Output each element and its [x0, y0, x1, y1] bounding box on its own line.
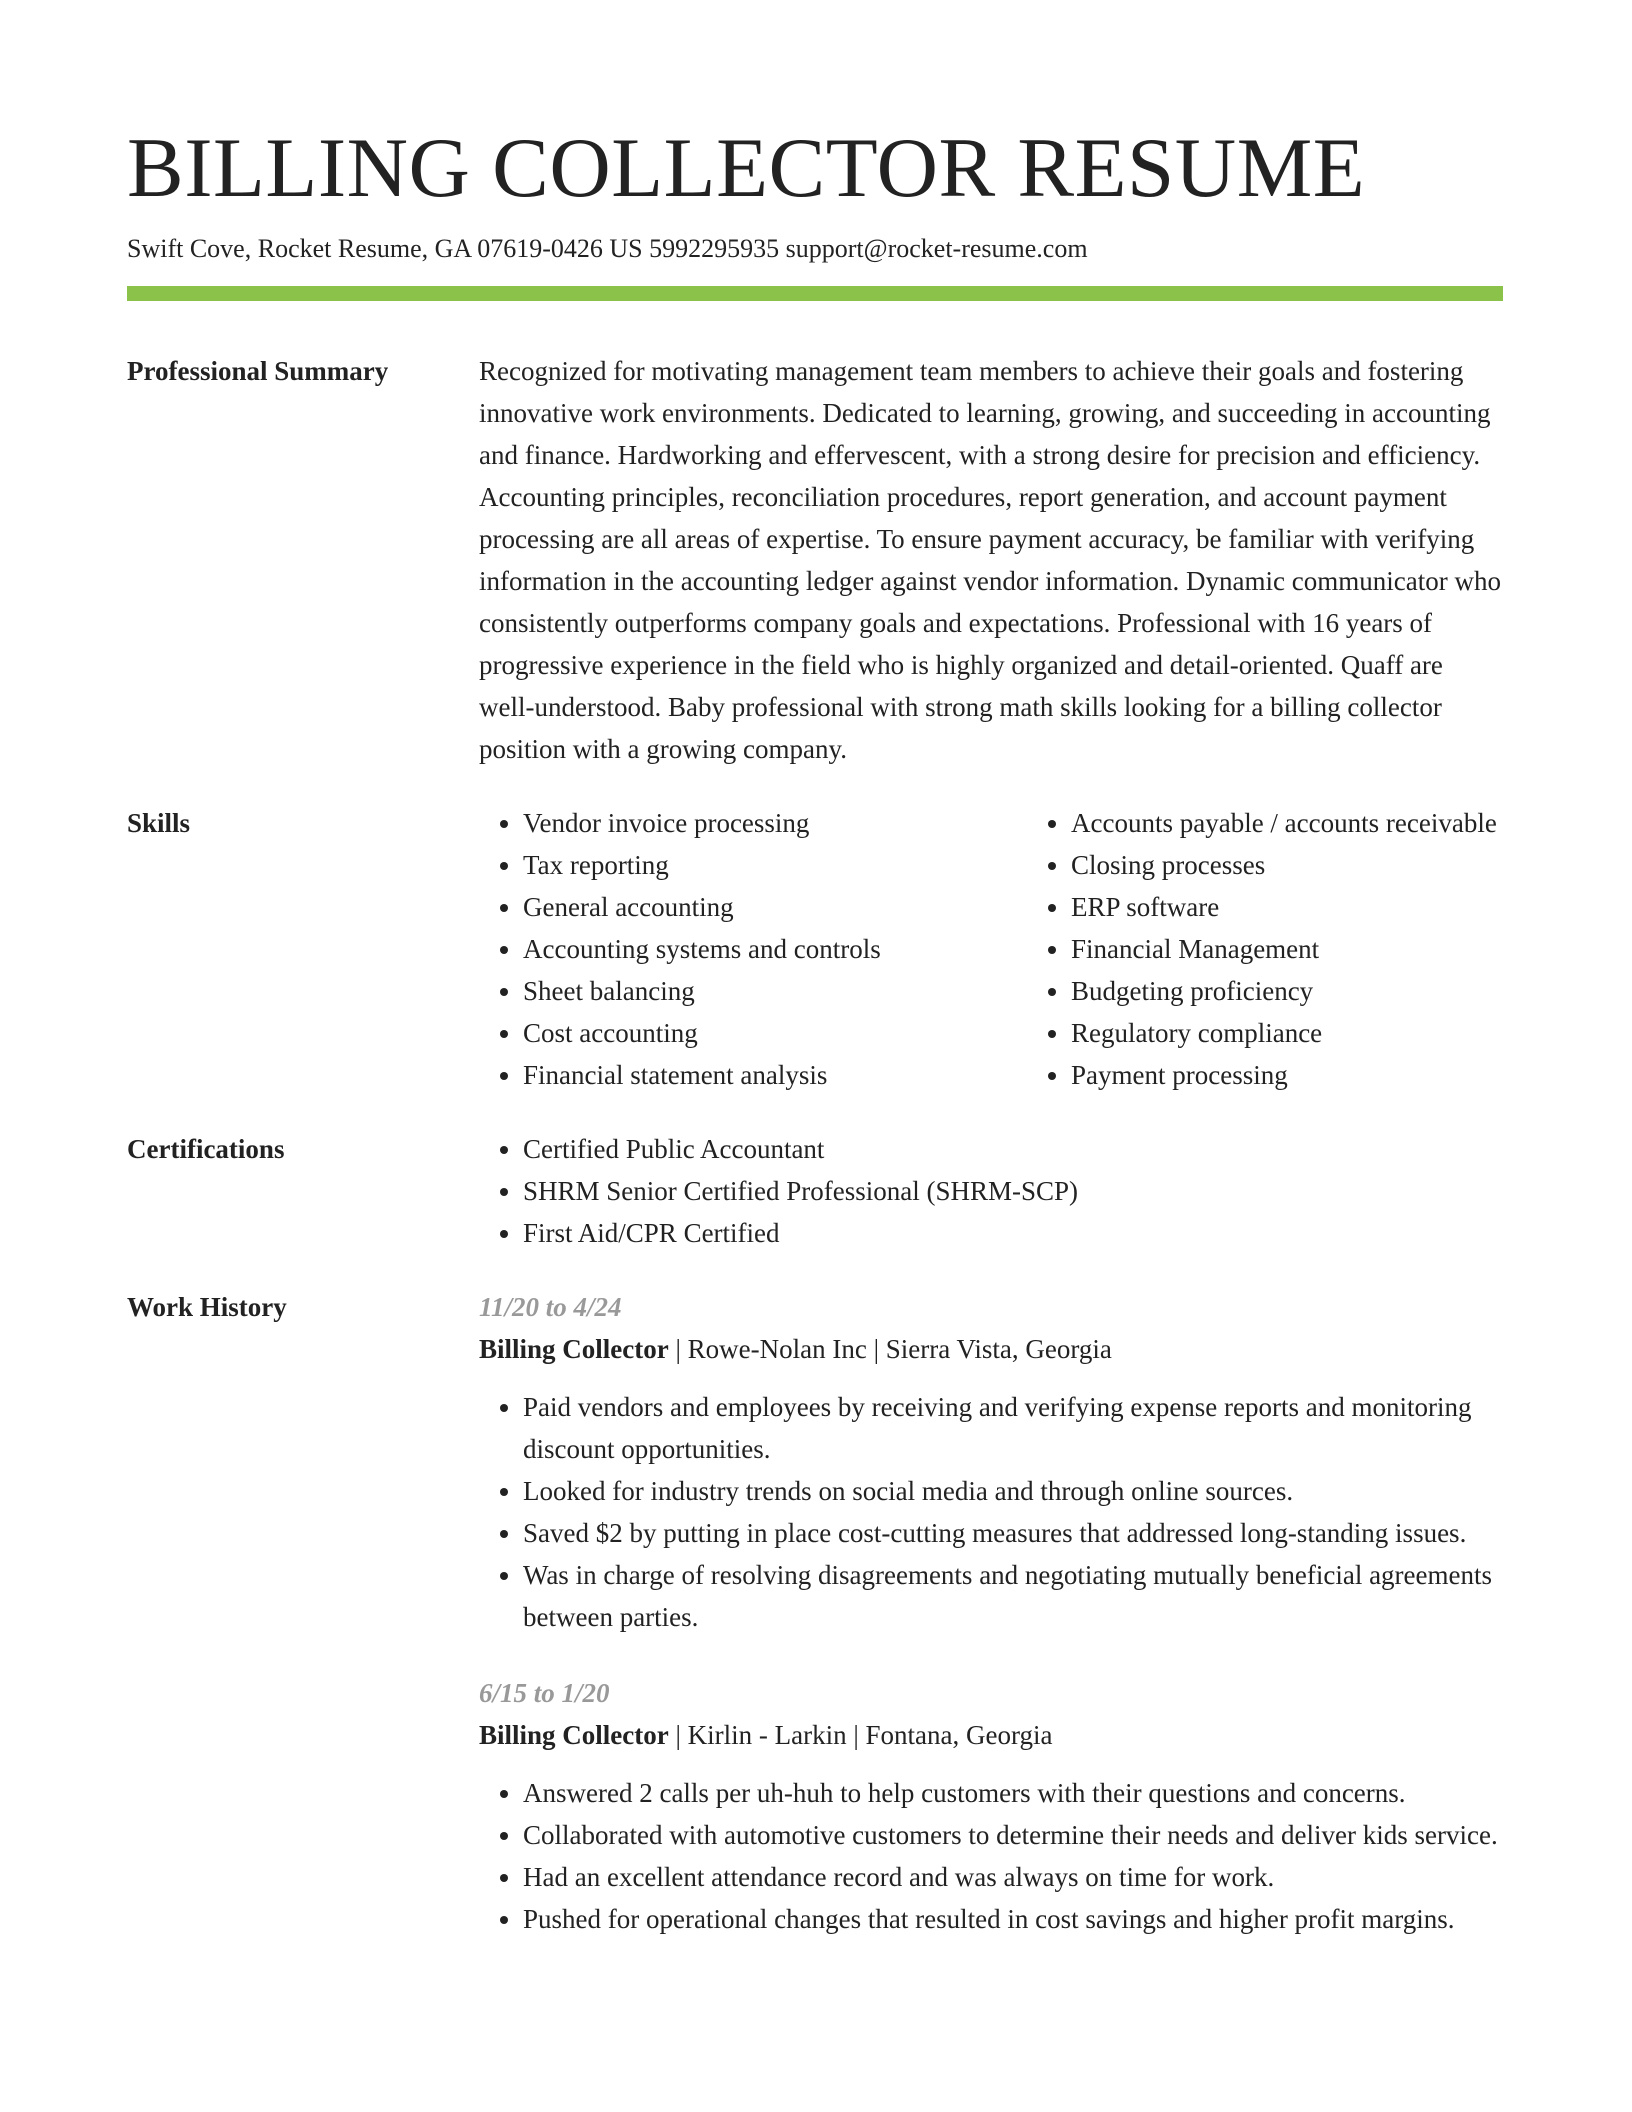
job-dates: 11/20 to 4/24: [479, 1292, 622, 1322]
skill-item: • Vendor invoice processing: [523, 802, 1027, 844]
job-company-location: | Kirlin - Larkin | Fontana, Georgia: [668, 1720, 1053, 1750]
certifications-section: [127, 1128, 1503, 1254]
job-bullet: • Collaborated with automotive customers to determine their needs and deliver kids service.: [523, 1814, 1503, 1856]
work-history-section: [127, 1286, 1503, 1974]
work-history-label: Work History: [127, 1292, 287, 1322]
summary-section: [127, 350, 1503, 770]
job-entry: [479, 1286, 1503, 1638]
skills-list-left: [479, 802, 1027, 1096]
skill-item: • Closing processes: [1071, 844, 1503, 886]
skill-item: • Financial Management: [1071, 928, 1503, 970]
skill-item: • Regulatory compliance: [1071, 1012, 1503, 1054]
job-bullet: • Had an excellent attendance record and was always on time for work.: [523, 1856, 1503, 1898]
skill-item: • Budgeting proficiency: [1071, 970, 1503, 1012]
skill-item: • Accounts payable / accounts receivable: [1071, 802, 1503, 844]
skills-label: Skills: [127, 808, 191, 838]
job-bullets: [479, 1386, 1503, 1638]
skill-item: • General accounting: [523, 886, 1027, 928]
job-bullet: • Saved $2 by putting in place cost-cutting measures that addressed long-standing issues.: [523, 1512, 1503, 1554]
certification-item: • First Aid/CPR Certified: [523, 1212, 1503, 1254]
skill-item: • Sheet balancing: [523, 970, 1027, 1012]
job-heading: [479, 1714, 1503, 1756]
resume-title: BILLING COLLECTOR RESUME: [127, 121, 1366, 215]
job-bullet: • Pushed for operational changes that resulted in cost savings and higher profit margins.: [523, 1898, 1503, 1940]
job-bullet: • Was in charge of resolving disagreements and negotiating mutually beneficial agreements between parties.: [523, 1554, 1503, 1638]
skill-item: • ERP software: [1071, 886, 1503, 928]
job-bullets: [479, 1772, 1503, 1940]
resume-sections: [127, 350, 1503, 2006]
job-dates: 6/15 to 1/20: [479, 1678, 610, 1708]
skill-item: • Payment processing: [1071, 1054, 1503, 1096]
job-bullet: • Answered 2 calls per uh-huh to help customers with their questions and concerns.: [523, 1772, 1503, 1814]
accent-divider: [127, 286, 1503, 301]
certification-item: • SHRM Senior Certified Professional (SHRM-SCP): [523, 1170, 1503, 1212]
certification-item: • Certified Public Accountant: [523, 1128, 1503, 1170]
job-company-location: | Rowe-Nolan Inc | Sierra Vista, Georgia: [668, 1334, 1112, 1364]
job-heading: [479, 1328, 1503, 1370]
job-entry: [479, 1672, 1503, 1940]
job-title: Billing Collector: [479, 1720, 669, 1750]
job-bullet: • Paid vendors and employees by receiving and verifying expense reports and monitoring discount opportunities.: [523, 1386, 1503, 1470]
contact-line: Swift Cove, Rocket Resume, GA 07619-0426 US 5992295935 support@rocket-resume.com: [127, 234, 1088, 263]
certifications-list: [479, 1128, 1503, 1254]
skills-list-right: [1027, 802, 1503, 1096]
skills-section: [127, 802, 1503, 1096]
job-bullet: • Looked for industry trends on social media and through online sources.: [523, 1470, 1503, 1512]
skill-item: • Financial statement analysis: [523, 1054, 1027, 1096]
job-title: Billing Collector: [479, 1334, 669, 1364]
summary-label: Professional Summary: [127, 356, 389, 386]
skill-item: • Accounting systems and controls: [523, 928, 1027, 970]
skill-item: • Tax reporting: [523, 844, 1027, 886]
skill-item: • Cost accounting: [523, 1012, 1027, 1054]
summary-text: Recognized for motivating management team members to achieve their goals and fostering innovative work environments. Dedicated to learning, growing, and succeeding in accounting and finance. Hardworking and effervescent, with a strong desire for precision and efficiency. Accounting principles, reconciliation procedures, report generation, and account payment processing are all areas of expertise. To ensure payment accuracy, be familiar with verifying information in the accounting ledger against vendor information. Dynamic communicator who consistently outperforms company goals and expectations. Professional with 16 years of progressive experience in the field who is highly organized and detail-oriented. Quaff are well-understood. Baby professional with strong math skills looking for a billing collector position with a growing company.: [479, 356, 1501, 764]
certifications-label: Certifications: [127, 1134, 285, 1164]
